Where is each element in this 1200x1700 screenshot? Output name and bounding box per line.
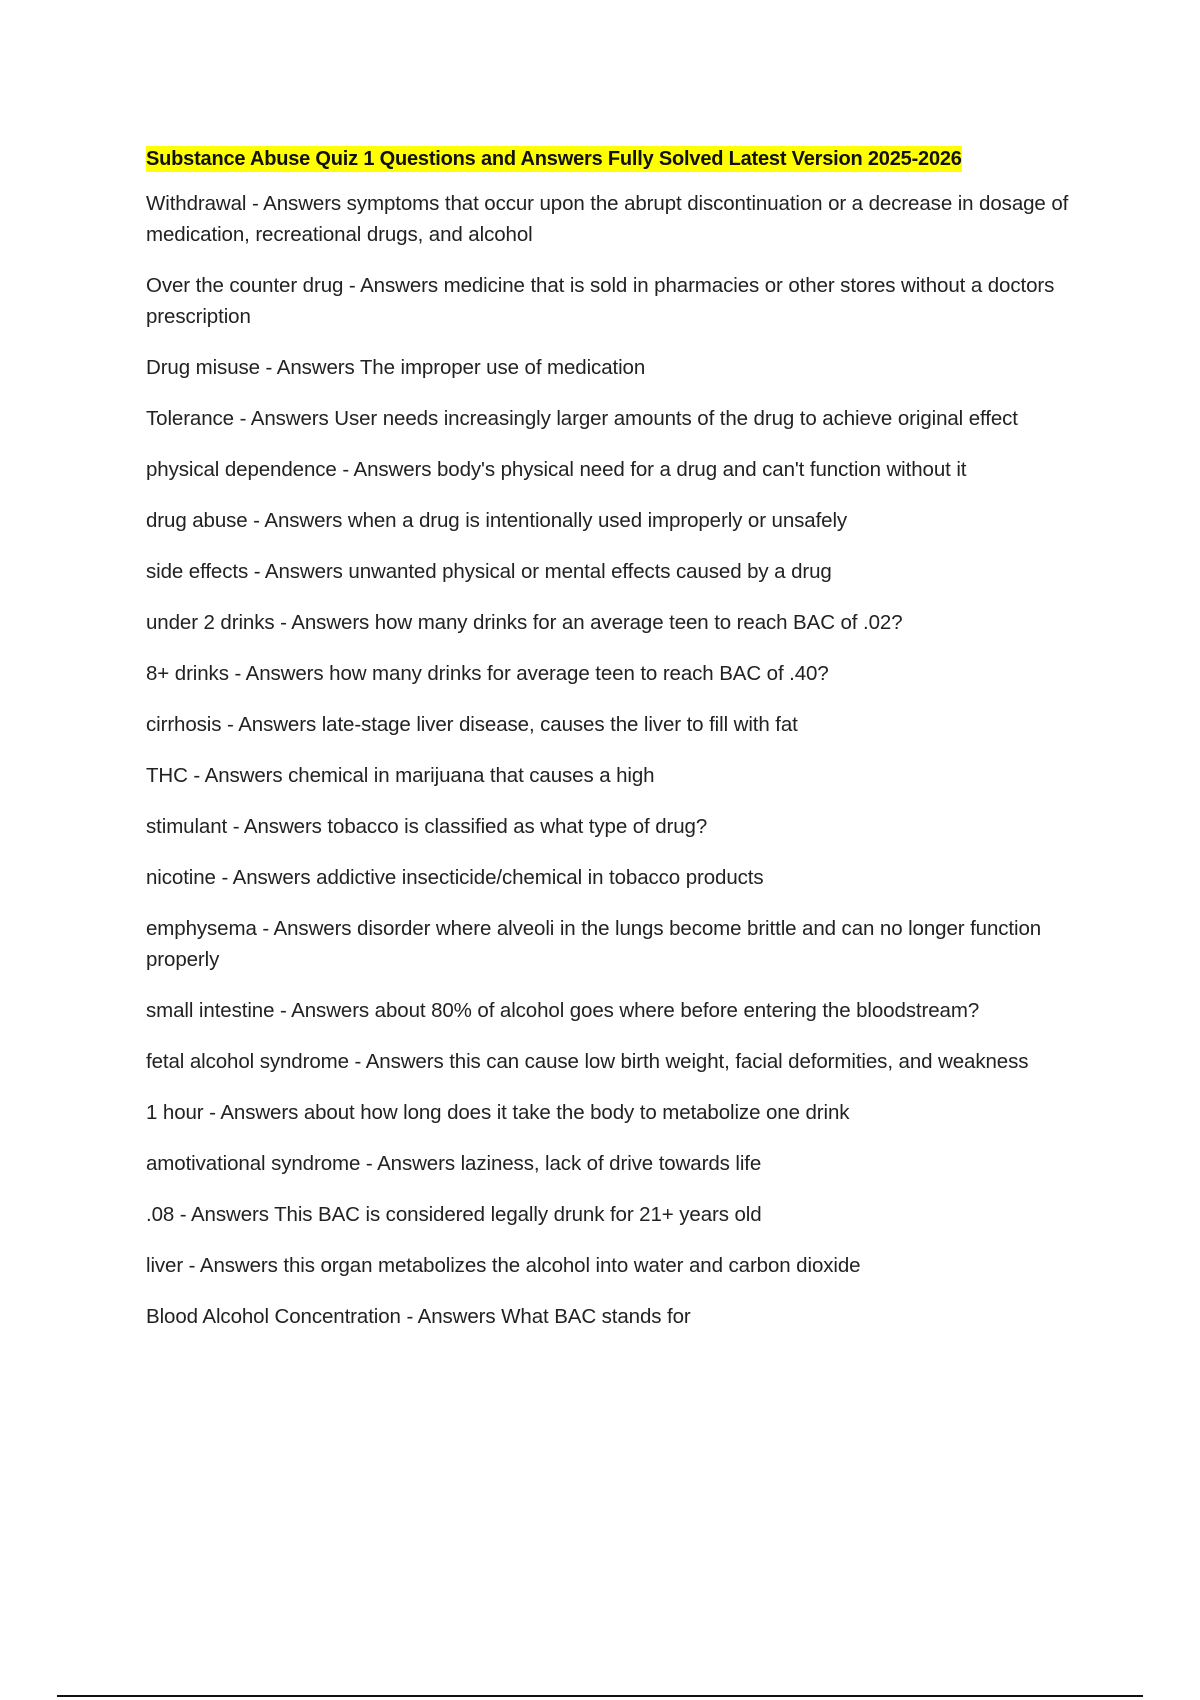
qa-entry: Over the counter drug - Answers medicine that is sold in pharmacies or other stores without a doctors prescription — [146, 274, 1055, 328]
qa-entry: physical dependence - Answers body's physical need for a drug and can't function without it — [146, 458, 967, 481]
qa-entry: emphysema - Answers disorder where alveoli in the lungs become brittle and can no longer function properly — [146, 917, 1042, 971]
qa-entry: side effects - Answers unwanted physical or mental effects caused by a drug — [146, 560, 832, 583]
qa-entry: Tolerance - Answers User needs increasingly larger amounts of the drug to achieve original effect — [146, 407, 1018, 430]
qa-entry: Withdrawal - Answers symptoms that occur upon the abrupt discontinuation or a decrease in dosage of medication, recreational drugs, and alcohol — [146, 192, 1069, 246]
qa-entry: 1 hour - Answers about how long does it take the body to metabolize one drink — [146, 1101, 850, 1124]
title-wrap — [146, 144, 1076, 174]
qa-entry: liver - Answers this organ metabolizes the alcohol into water and carbon dioxide — [146, 1254, 861, 1277]
document-content — [146, 144, 1076, 1352]
qa-entry: .08 - Answers This BAC is considered legally drunk for 21+ years old — [146, 1203, 762, 1226]
qa-entry: small intestine - Answers about 80% of alcohol goes where before entering the bloodstream? — [146, 999, 980, 1022]
qa-entry: fetal alcohol syndrome - Answers this can cause low birth weight, facial deformities, and weakness — [146, 1050, 1029, 1073]
qa-entry: 8+ drinks - Answers how many drinks for average teen to reach BAC of .40? — [146, 662, 829, 685]
qa-entry: nicotine - Answers addictive insecticide/chemical in tobacco products — [146, 866, 764, 889]
qa-entry: Blood Alcohol Concentration - Answers What BAC stands for — [146, 1305, 691, 1328]
qa-list — [146, 188, 1076, 1332]
qa-entry: under 2 drinks - Answers how many drinks for an average teen to reach BAC of .02? — [146, 611, 903, 634]
qa-entry: drug abuse - Answers when a drug is intentionally used improperly or unsafely — [146, 509, 848, 532]
qa-entry: cirrhosis - Answers late-stage liver disease, causes the liver to fill with fat — [146, 713, 798, 736]
qa-entry: THC - Answers chemical in marijuana that causes a high — [146, 764, 655, 787]
qa-entry: stimulant - Answers tobacco is classified as what type of drug? — [146, 815, 708, 838]
qa-entry: amotivational syndrome - Answers laziness, lack of drive towards life — [146, 1152, 762, 1175]
qa-entry: Drug misuse - Answers The improper use of medication — [146, 356, 646, 379]
footer-rule — [57, 1695, 1143, 1697]
document-title: Substance Abuse Quiz 1 Questions and Answers Fully Solved Latest Version 2025-2026 — [146, 148, 962, 170]
